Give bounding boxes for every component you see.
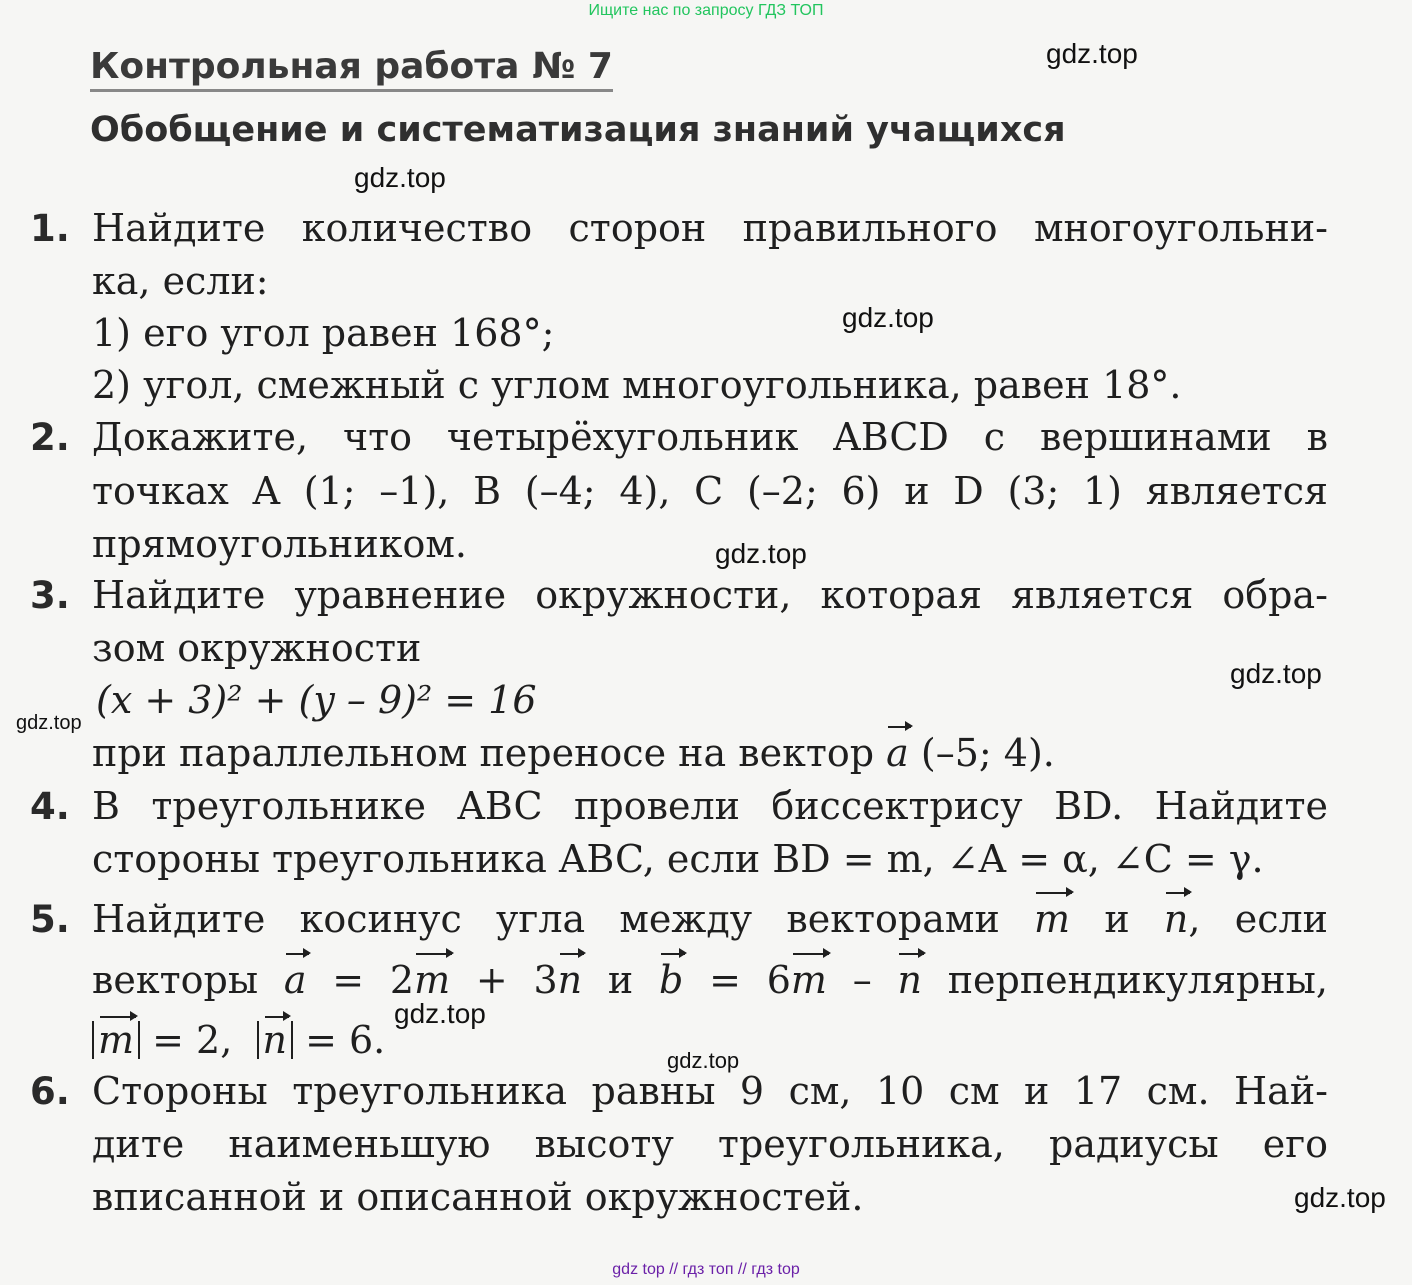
task-5-line-3 xyxy=(92,1018,385,1062)
watermark: gdz.top xyxy=(1046,38,1138,69)
task-1-line-4: 2) угол, смежный с углом многоугольника, равен 18°. xyxy=(92,363,1182,407)
task-5-plus: + 3 xyxy=(475,958,558,1002)
task-5-text-a: Найдите косинус угла между векторами xyxy=(92,897,1000,941)
vector-a: a xyxy=(886,731,909,775)
vector-a-coords: (–5; 4). xyxy=(920,731,1055,775)
vector-a: a xyxy=(283,958,307,1002)
task-1-line-3: 1) его угол равен 168°; xyxy=(92,311,555,355)
task-3-equation: (x + 3)² + (y – 9)² = 16 xyxy=(96,678,537,722)
task-5-if: , если xyxy=(1188,897,1328,941)
task-3-line-2: зом окружности xyxy=(92,626,422,670)
task-5-m-norm: = 2, xyxy=(152,1018,233,1062)
task-5-eq-b: = 6 xyxy=(709,958,791,1002)
task-2-line-3: прямоугольником. xyxy=(92,522,467,566)
task-2-line-1: Докажите, что четырёхугольник ABCD с вершинами в xyxy=(92,415,1328,459)
watermark: gdz.top xyxy=(354,162,446,193)
task-6-line-2: дите наименьшую высоту треугольника, радиусы его xyxy=(92,1122,1328,1166)
watermark: gdz.top xyxy=(715,538,807,569)
watermark: gdz.top xyxy=(394,998,486,1029)
task-5-minus: – xyxy=(852,958,872,1002)
task-4-line-1: В треугольнике ABC провели биссектрису BD. Найдите xyxy=(92,784,1328,828)
task-2-line-2: точках A (1; –1), B (–4; 4), C (–2; 6) и D (3; 1) является xyxy=(92,469,1328,513)
vector-n: n xyxy=(557,958,583,1002)
task-6-number: 6. xyxy=(30,1070,70,1113)
watermark: gdz.top xyxy=(16,712,82,734)
task-5-perpendicular: перпендикулярны, xyxy=(947,958,1328,1002)
task-1-line-1: Найдите количество сторон правильного многоугольни- xyxy=(92,206,1328,250)
watermark: gdz.top xyxy=(842,302,934,333)
footer-links[interactable]: gdz top // гдз топ // гдз top xyxy=(612,1261,800,1278)
vector-n: n xyxy=(262,1018,287,1062)
watermark: gdz.top xyxy=(1294,1182,1386,1213)
task-3-line-1: Найдите уравнение окружности, которая является обра- xyxy=(92,573,1328,617)
watermark: gdz.top xyxy=(1230,658,1322,689)
vector-n: n xyxy=(1163,897,1189,941)
task-4-number: 4. xyxy=(30,785,70,828)
task-5-number: 5. xyxy=(30,898,70,941)
task-4-line-2: стороны треугольника ABC, если BD = m, ∠A = α, ∠C = γ. xyxy=(92,837,1264,881)
task-6-line-1: Стороны треугольника равны 9 см, 10 см и 17 см. Най- xyxy=(92,1069,1328,1113)
task-3-number: 3. xyxy=(30,574,70,617)
task-5-and: и xyxy=(1104,897,1130,941)
task-5-line-1 xyxy=(92,897,1328,941)
task-5-and-2: и xyxy=(607,958,634,1002)
vector-m: m xyxy=(98,1018,135,1062)
page-subtitle: Обобщение и систематизация знаний учащихся xyxy=(90,110,1066,150)
vector-m: m xyxy=(790,958,827,1002)
task-5-line-2 xyxy=(92,958,1328,1002)
vector-b: b xyxy=(659,958,684,1002)
task-5-vectors-word: векторы xyxy=(92,958,259,1002)
task-5-eq-a: = 2 xyxy=(332,958,415,1002)
task-1-number: 1. xyxy=(30,207,70,250)
task-2-number: 2. xyxy=(30,416,70,459)
task-6-line-3: вписанной и описанной окружностей. xyxy=(92,1175,864,1219)
page-title: Контрольная работа № 7 xyxy=(90,46,613,92)
watermark: gdz.top xyxy=(667,1048,740,1073)
task-3-line-4 xyxy=(92,731,1055,775)
search-hint-link[interactable]: Ищите нас по запросу ГДЗ ТОП xyxy=(588,2,824,19)
task-1-line-2: ка, если: xyxy=(92,259,269,303)
task-3-line-4-text: при параллельном переносе на вектор xyxy=(92,731,875,775)
vector-n: n xyxy=(897,958,922,1002)
vector-m: m xyxy=(1034,897,1071,941)
vector-m: m xyxy=(414,958,451,1002)
task-5-n-norm: = 6. xyxy=(305,1018,386,1062)
